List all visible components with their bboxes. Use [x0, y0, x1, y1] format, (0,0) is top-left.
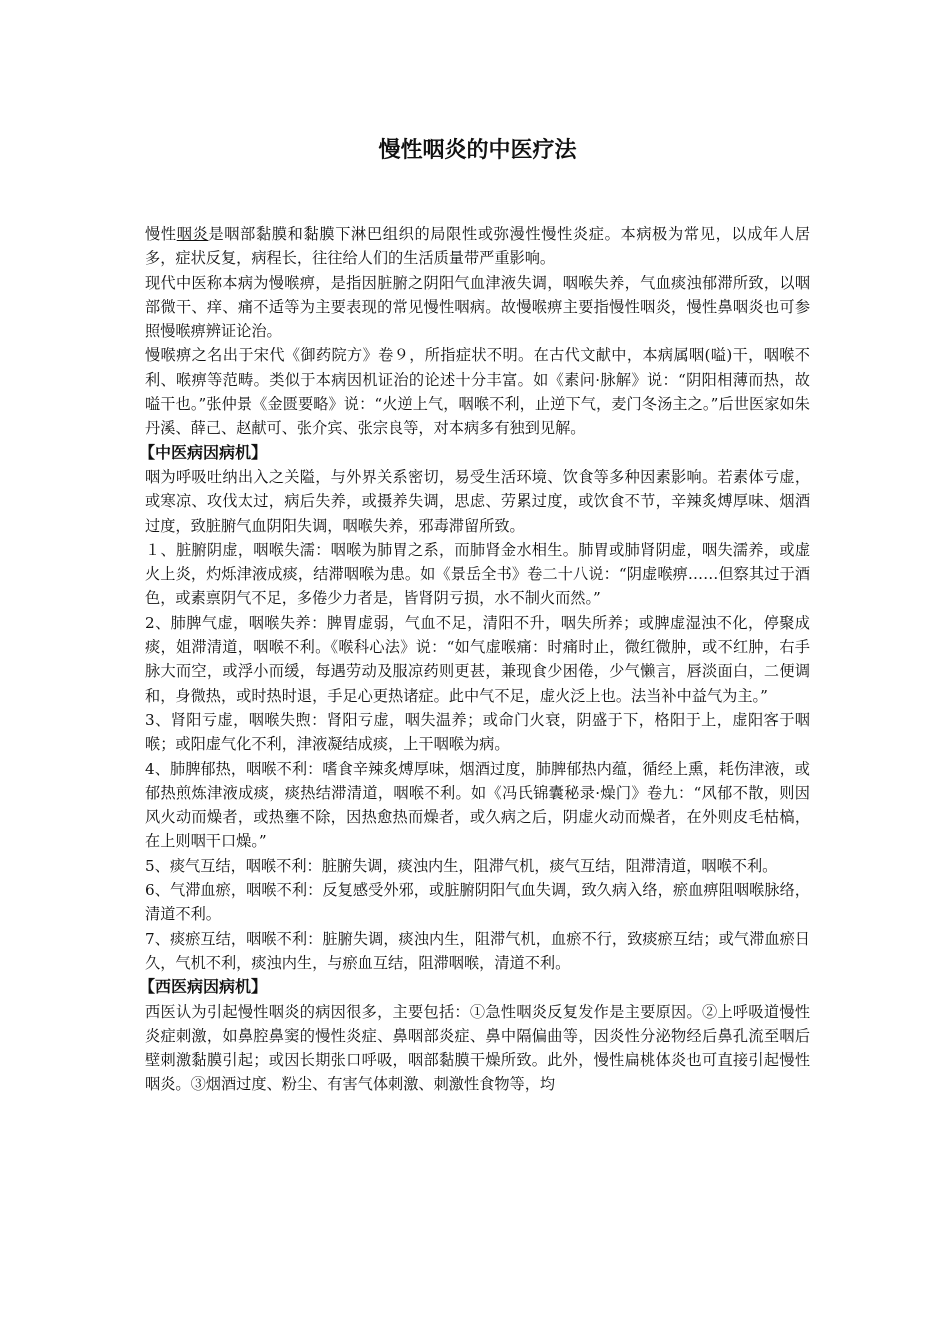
- document-body: [139, 222, 811, 1097]
- paragraph: 7、痰瘀互结，咽喉不利：脏腑失调，痰浊内生，阻滞气机，血瘀不行，致痰瘀互结；或气滞血瘀日久，气机不利，痰浊内生，与瘀血互结，阻滞咽喉，清道不利。: [145, 929, 810, 972]
- paragraph: 咽为呼吸吐纳出入之关隘，与外界关系密切，易受生活环境、饮食等多种因素影响。若素体亏虚，或寒凉、攻伐太过，病后失养，或摄养失调，思虑、劳累过度，或饮食不节，辛辣炙煿厚味、烟酒过度，致脏腑气血阴阳失调，咽喉失养，邪毒滞留所致。: [145, 467, 810, 535]
- intro-lead: 慢性: [145, 225, 177, 243]
- intro-rest: 是咽部黏膜和黏膜下淋巴组织的局限性或弥漫性慢性炎症。本病极为常见，以成年人居多，症状反复，病程长，往往给人们的生活质量带严重影响。: [145, 225, 811, 268]
- section-heading-western: 【西医病因病机】: [139, 977, 268, 997]
- intro-underlined-term[interactable]: 咽炎: [176, 225, 209, 243]
- paragraph: 2、肺脾气虚，咽喉失养：脾胃虚弱，气血不足，清阳不升，咽失所养；或脾虚湿浊不化，停聚成痰，姐滞清道，咽喉不利。《喉科心法》说：“如气虚喉痛：时痛时止，微红微肿，或不红肿，右手脉大而空，或浮小而缓，每遇劳动及服凉药则更甚，兼现食少困倦，少气懒言，唇淡面白，二便调和，身微热，或时热时退，手足心更热诸症。此中气不足，虚火泛上也。法当补中益气为主。”: [145, 613, 810, 705]
- paragraph: １、脏腑阴虚，咽喉失濡：咽喉为肺胃之系，而肺肾金水相生。肺胃或肺肾阴虚，咽失濡养，或虚火上炎，灼烁津液成痰，结滞咽喉为患。如《景岳全书》卷二十八说：“阴虚喉痹……但察其过于酒色，或素禀阴气不足，多倦少力者是，皆肾阴亏损，水不制火而然。”: [145, 540, 810, 608]
- section-heading-tcm: 【中医病因病机】: [139, 442, 268, 462]
- paragraph: 现代中医称本病为慢喉痹，是指因脏腑之阴阳气血津液失调，咽喉失养，气血痰浊郁滞所致，以咽部微干、痒、痛不适等为主要表现的常见慢性咽病。故慢喉痹主要指慢性咽炎，慢性鼻咽炎也可参照慢喉痹辨证论治。: [145, 273, 810, 341]
- document-title: 慢性咽炎的中医疗法: [378, 138, 577, 163]
- intro-paragraph: [145, 222, 810, 271]
- paragraph: 慢喉痹之名出于宋代《御药院方》卷９，所指症状不明。在古代文献中，本病属咽(嗌)干，咽喉不利、喉痹等范畴。类似于本病因机证治的论述十分丰富。如《素问·脉解》说：“阴阳相薄而热，故嗌干也。”张仲景《金匮要略》说：“火逆上气，咽喉不利，止逆下气，麦门冬汤主之。”后世医家如朱丹溪、薛己、赵献可、张介宾、张宗良等，对本病多有独到见解。: [145, 346, 810, 438]
- paragraph: 6、气滞血瘀，咽喉不利：反复感受外邪，或脏腑阴阳气血失调，致久病入络，瘀血痹阻咽喉脉络，清道不利。: [145, 881, 810, 924]
- paragraph: 3、肾阳亏虚，咽喉失煦：肾阳亏虚，咽失温养；或命门火衰，阴盛于下，格阳于上，虚阳客于咽喉；或阳虚气化不利，津液凝结成痰，上干咽喉为病。: [145, 710, 810, 754]
- paragraph: 4、肺脾郁热，咽喉不利：嗜食辛辣炙煿厚味，烟酒过度，肺脾郁热内蕴，循经上熏，耗伤津液，或郁热煎炼津液成痰，痰热结滞清道，咽喉不利。如《冯氏锦囊秘录·燥门》卷九：“风郁不散，则因风火动而燥者，或热壅不除，因热愈热而燥者，或久病之后，阴虚火动而燥者，在外则皮毛枯槁，在上则咽干口燥。”: [145, 759, 810, 851]
- paragraph: 5、痰气互结，咽喉不利：脏腑失调，痰浊内生，阻滞气机，痰气互结，阻滞清道，咽喉不利。: [145, 856, 778, 875]
- paragraph: 西医认为引起慢性咽炎的病因很多，主要包括：①急性咽炎反复发作是主要原因。②上呼吸道慢性炎症刺激，如鼻腔鼻窦的慢性炎症、鼻咽部炎症、鼻中隔偏曲等，因炎性分泌物经后鼻孔流至咽后壁刺激黏膜引起；或因长期张口呼吸，咽部黏膜干燥所致。此外，慢性扁桃体炎也可直接引起慢性咽炎。③烟酒过度、粉尘、有害气体刺激、刺激性食物等，均: [145, 1002, 810, 1094]
